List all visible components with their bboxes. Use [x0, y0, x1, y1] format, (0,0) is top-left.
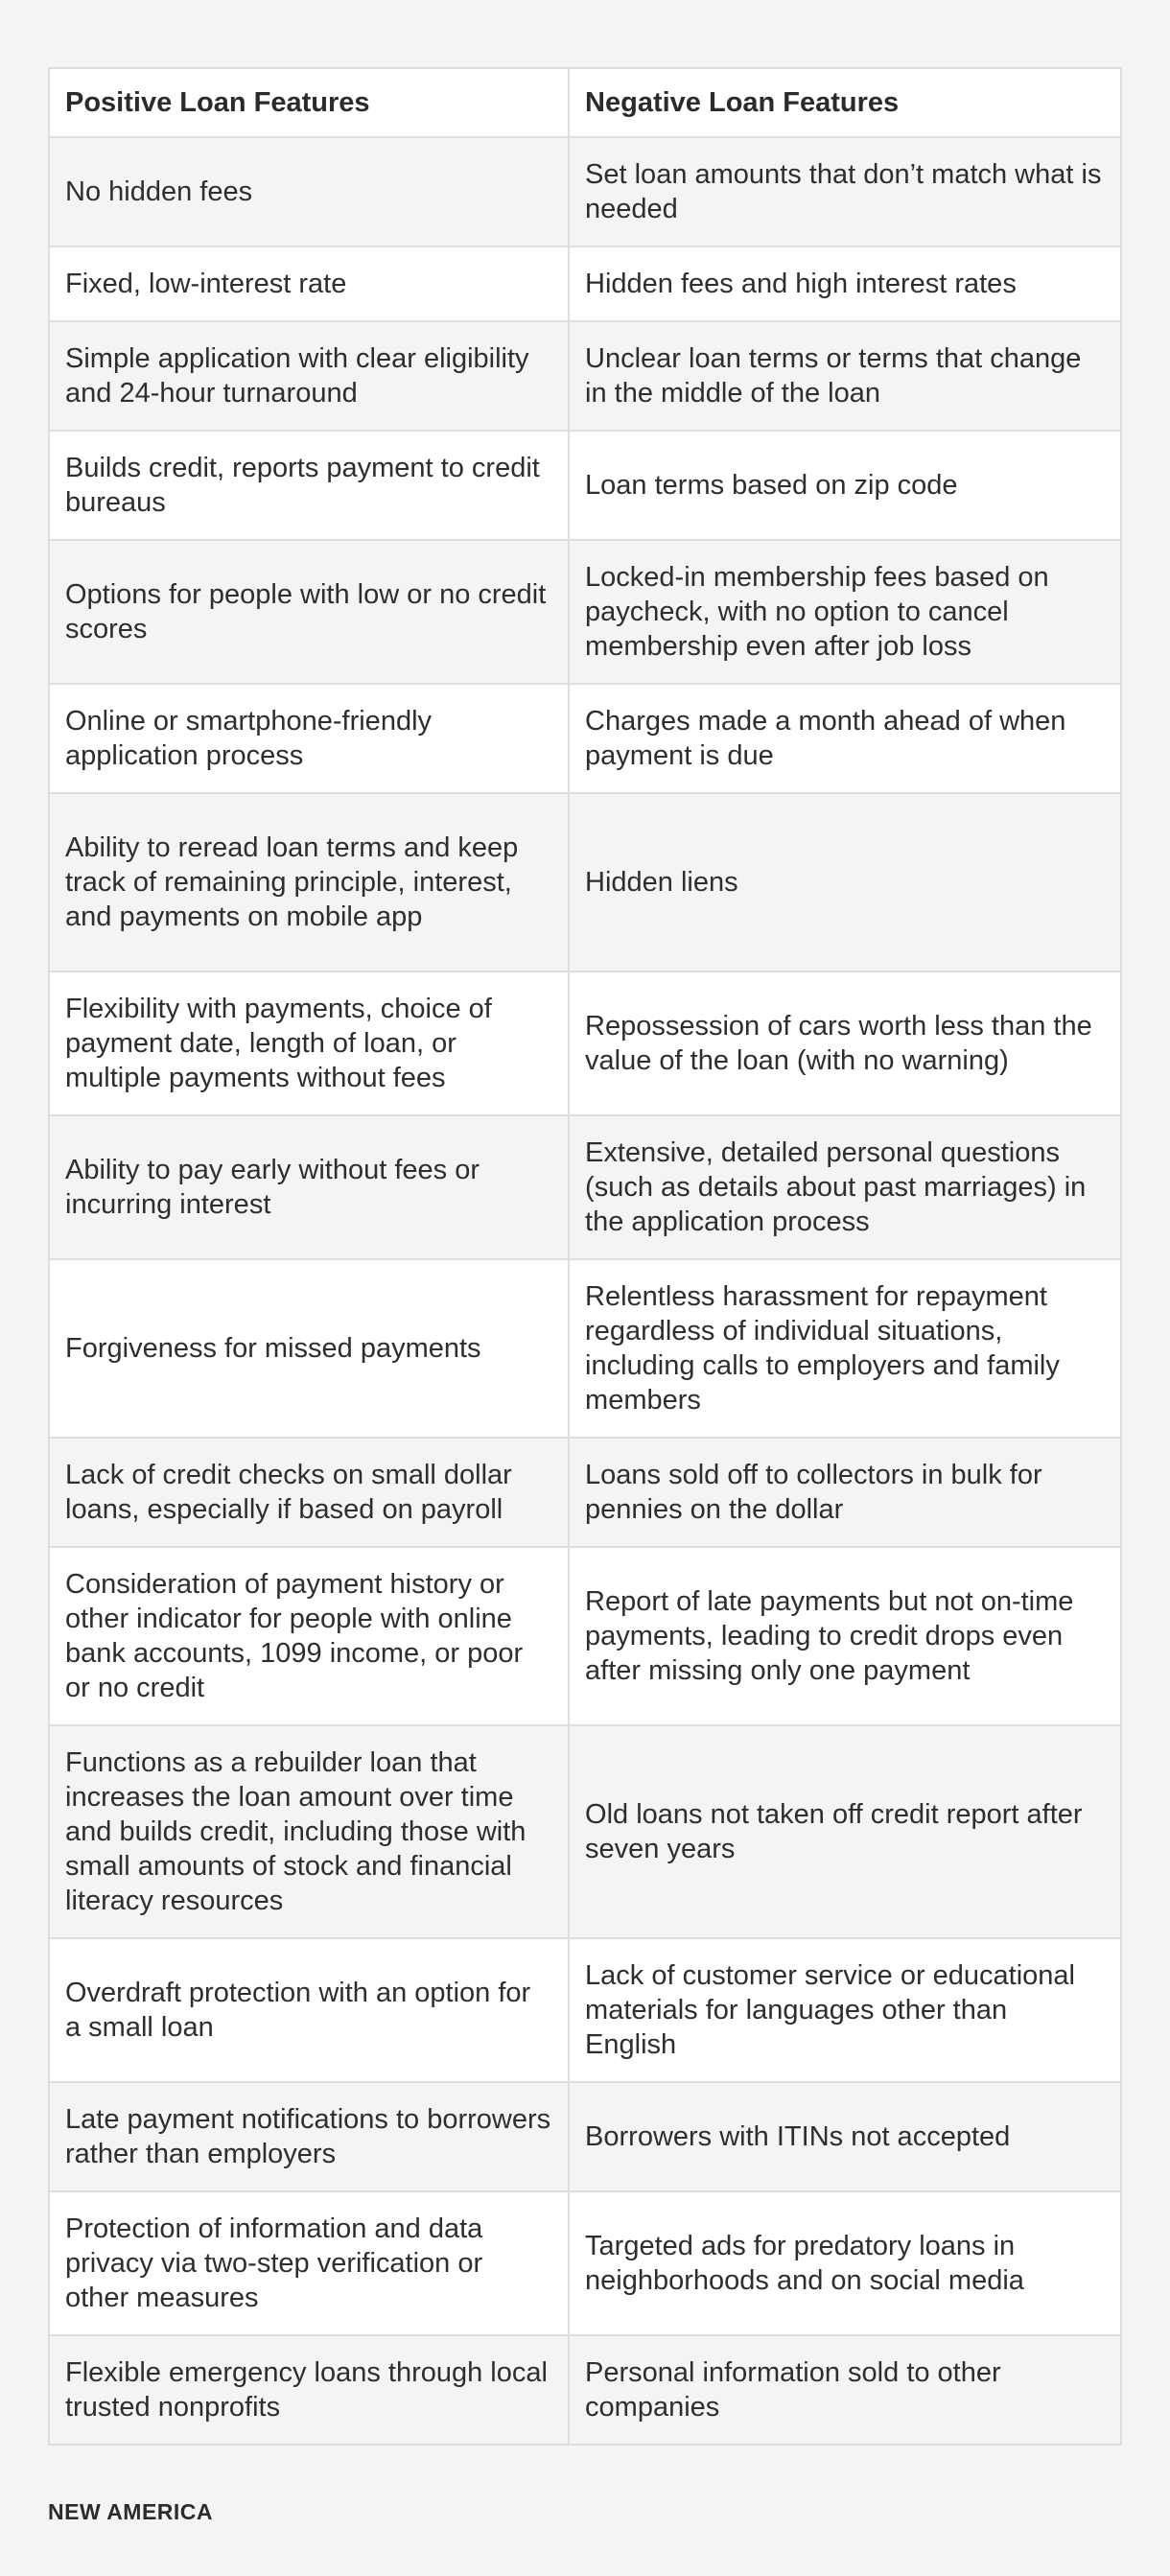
negative-feature-cell: Repossession of cars worth less than the value of the loan (with no warning): [585, 1011, 1092, 1076]
positive-feature-cell: Late payment notifications to borrowers rather than employers: [50, 2083, 570, 2190]
loan-features-table: [48, 67, 1122, 2446]
negative-feature-cell: Loan terms based on zip code: [585, 470, 958, 501]
positive-feature-cell: Fixed, low-interest rate: [50, 247, 570, 320]
table-row: [50, 2334, 1120, 2444]
table-row: [50, 1546, 1120, 1724]
positive-feature-cell: Flexible emergency loans through local trusted nonprofits: [50, 2336, 570, 2444]
negative-feature-cell: Hidden liens: [585, 867, 738, 898]
positive-feature-cell: Simple application with clear eligibility and 24-hour turnaround: [50, 322, 570, 430]
table-row: [50, 1437, 1120, 1546]
table-row: [50, 1724, 1120, 1937]
positive-feature-cell: Ability to reread loan terms and keep track of remaining principle, interest, and payments on mobile app: [50, 794, 570, 971]
negative-feature-cell: Targeted ads for predatory loans in neighborhoods and on social media: [585, 2231, 1024, 2296]
new-america-logo: NEW AMERICA: [48, 2499, 214, 2524]
positive-feature-cell: Functions as a rebuilder loan that increases the loan amount over time and builds credit, including those with small amounts of stock and financial literacy resources: [50, 1726, 570, 1937]
table-row: [50, 2081, 1120, 2190]
table-row: [50, 539, 1120, 683]
negative-feature-cell: Hidden fees and high interest rates: [585, 269, 1017, 299]
positive-feature-cell: Protection of information and data privacy via two-step verification or other measures: [50, 2192, 570, 2334]
header-negative-loan-features: Negative Loan Features: [585, 87, 900, 118]
positive-feature-cell: Options for people with low or no credit scores: [50, 541, 570, 683]
table-row: [50, 320, 1120, 430]
positive-feature-cell: Ability to pay early without fees or incurring interest: [50, 1116, 570, 1258]
negative-feature-cell: Old loans not taken off credit report after seven years: [585, 1799, 1083, 1864]
negative-feature-cell: Personal information sold to other companies: [585, 2357, 1001, 2423]
positive-feature-cell: Forgiveness for missed payments: [50, 1260, 570, 1437]
negative-feature-cell: Loans sold off to collectors in bulk for pennies on the dollar: [585, 1460, 1042, 1525]
positive-feature-cell: Online or smartphone-friendly application process: [50, 685, 570, 792]
negative-feature-cell: Report of late payments but not on-time payments, leading to credit drops even after missing only one payment: [585, 1586, 1074, 1686]
table-row: [50, 430, 1120, 539]
negative-feature-cell: Lack of customer service or educational materials for languages other than English: [585, 1960, 1076, 2060]
header-positive-loan-features: Positive Loan Features: [50, 69, 570, 136]
table-row: [50, 1937, 1120, 2081]
negative-feature-cell: Locked-in membership fees based on paycheck, with no option to cancel membership even after job loss: [585, 562, 1049, 662]
table-row: [50, 1258, 1120, 1437]
negative-feature-cell: Charges made a month ahead of when payment is due: [585, 706, 1066, 771]
table-row: [50, 136, 1120, 246]
positive-feature-cell: Flexibility with payments, choice of payment date, length of loan, or multiple payments without fees: [50, 972, 570, 1114]
table-row: [50, 246, 1120, 320]
table-row: [50, 1114, 1120, 1258]
positive-feature-cell: Consideration of payment history or other indicator for people with online bank accounts, 1099 income, or poor or no credit: [50, 1548, 570, 1724]
negative-feature-cell: Extensive, detailed personal questions (such as details about past marriages) in the application process: [585, 1137, 1087, 1237]
positive-feature-cell: Lack of credit checks on small dollar loans, especially if based on payroll: [50, 1439, 570, 1546]
table-row: [50, 683, 1120, 792]
table-row: [50, 2190, 1120, 2334]
negative-feature-cell: Borrowers with ITINs not accepted: [585, 2121, 1011, 2152]
table-row: [50, 792, 1120, 971]
table-header-row: [50, 69, 1120, 136]
table-row: [50, 971, 1120, 1114]
negative-feature-cell: Relentless harassment for repayment regardless of individual situations, including calls to employers and family members: [585, 1281, 1060, 1416]
positive-feature-cell: Overdraft protection with an option for a small loan: [50, 1939, 570, 2081]
negative-feature-cell: Unclear loan terms or terms that change in the middle of the loan: [585, 343, 1082, 409]
positive-feature-cell: No hidden fees: [50, 138, 570, 246]
positive-feature-cell: Builds credit, reports payment to credit bureaus: [50, 432, 570, 539]
negative-feature-cell: Set loan amounts that don’t match what is needed: [585, 159, 1102, 224]
